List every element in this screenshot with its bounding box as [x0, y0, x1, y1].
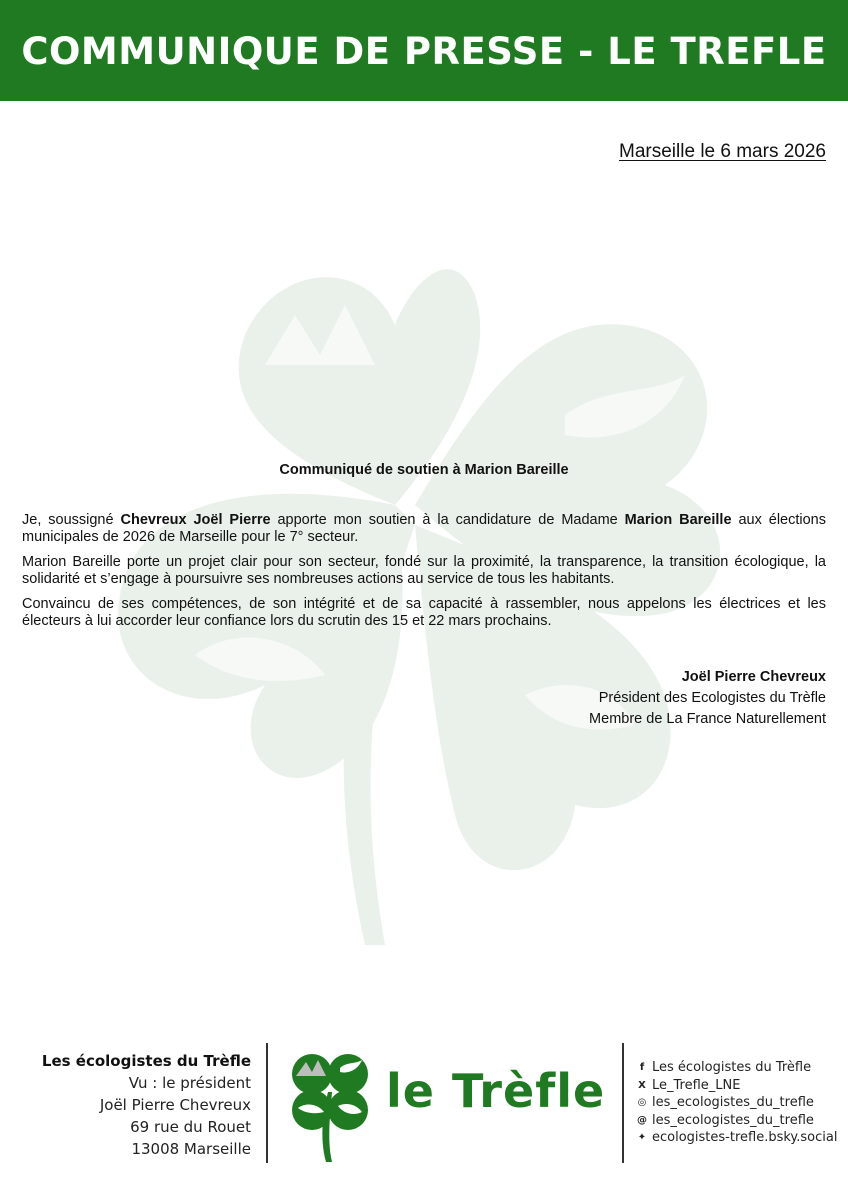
footer-line-4: 13008 Marseille: [131, 1140, 251, 1158]
signature-role-2: Membre de La France Naturellement: [589, 711, 826, 727]
p1-text-c: apporte mon soutien à la candidature de Madame: [270, 512, 625, 528]
signature-name: Joël Pierre Chevreux: [681, 669, 826, 685]
social-threads-label: les_ecologistes_du_trefle: [652, 1112, 814, 1128]
threads-icon: @: [637, 1114, 647, 1126]
social-x[interactable]: [636, 1077, 837, 1095]
footer-divider-left: [266, 1043, 268, 1163]
social-threads[interactable]: [636, 1112, 837, 1130]
social-facebook[interactable]: [636, 1059, 837, 1077]
footer-line-1: Vu : le président: [128, 1074, 251, 1092]
social-facebook-label: Les écologistes du Trèfle: [652, 1060, 812, 1075]
document-date: Marseille le 6 mars 2026: [619, 141, 826, 162]
p1-candidate-name: Marion Bareille: [624, 512, 732, 528]
document-body: [22, 512, 826, 638]
social-x-label: Le_Trefle_LNE: [652, 1077, 741, 1093]
social-bluesky-label: ecologistes-trefle.bsky.social: [652, 1130, 838, 1146]
facebook-icon: f: [639, 1062, 645, 1073]
paragraph-2: Marion Bareille porte un projet clair pour son secteur, fondé sur la proximité, la transparence, la transition écologique, la solidarité et s’engage à poursuivre ses nombreuses actions au service de tous les habitants.: [22, 554, 826, 587]
p1-text-e: aux élections municipales de 2026 de Marseille pour le 7° secteur.: [22, 512, 826, 545]
footer-line-2: Joël Pierre Chevreux: [99, 1096, 251, 1114]
footer-address: [42, 1050, 251, 1160]
clover-logo-icon: [282, 1046, 378, 1162]
x-icon: X: [638, 1079, 646, 1091]
social-bluesky[interactable]: [636, 1129, 837, 1147]
social-instagram-label: les_ecologistes_du_trefle: [652, 1095, 814, 1111]
signature-block: [589, 667, 826, 730]
signature-role-1: Président des Ecologistes du Trèfle: [598, 690, 826, 706]
header-banner: [0, 0, 848, 101]
paragraph-1: [22, 512, 826, 546]
social-links: [636, 1059, 837, 1147]
brand-wordmark: le Trèfle: [386, 1064, 606, 1118]
document-title: Communiqué de soutien à Marion Bareille: [279, 462, 569, 478]
instagram-icon: ◎: [637, 1097, 647, 1109]
p1-text-a: Je, soussigné: [22, 512, 121, 528]
footer-line-3: 69 rue du Rouet: [130, 1118, 251, 1136]
paragraph-3: Convaincu de ses compétences, de son intégrité et de sa capacité à rassembler, nous appelons les électrices et les électeurs à lui accorder leur confiance lors du scrutin des 15 et 22 mars prochains.: [22, 596, 826, 629]
footer-divider-right: [622, 1043, 624, 1163]
p1-signer-name: Chevreux Joël Pierre: [120, 512, 271, 528]
social-instagram[interactable]: [636, 1094, 837, 1112]
bluesky-icon: ✦: [637, 1132, 647, 1144]
footer-org-name: Les écologistes du Trèfle: [41, 1052, 251, 1070]
page-title: COMMUNIQUE DE PRESSE - LE TREFLE: [21, 30, 827, 73]
